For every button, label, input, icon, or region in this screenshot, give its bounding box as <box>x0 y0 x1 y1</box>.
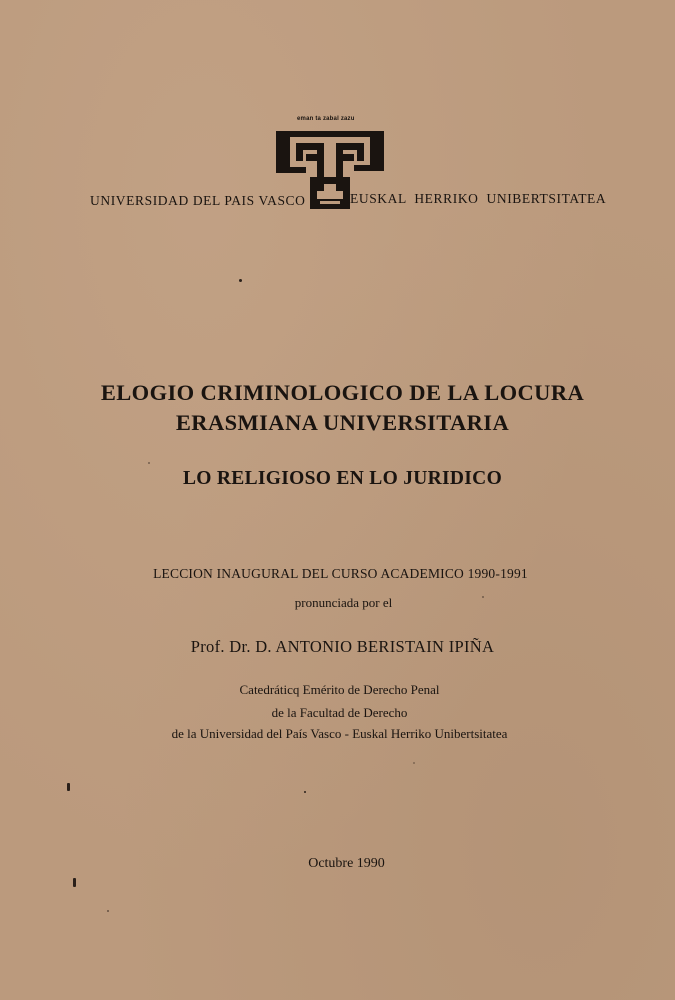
paper-speck <box>239 279 242 282</box>
author-role-line-3: de la Universidad del País Vasco - Euskal Herriko Unibertsitatea <box>171 726 508 741</box>
author-role-line-1: Catedráticq Emérito de Derecho Penal <box>239 682 440 697</box>
lecture-description: LECCION INAUGURAL DEL CURSO ACADEMICO 1990-1991 <box>153 566 528 581</box>
publication-date: Octubre 1990 <box>308 856 385 871</box>
paper-speck <box>413 762 415 764</box>
university-name-basque: EUSKAL HERRIKO UNIBERTSITATEA <box>350 191 607 206</box>
title-line-2: ERASMIANA UNIVERSITARIA <box>175 410 510 435</box>
paper-speck <box>107 910 109 912</box>
author-name: Prof. Dr. D. ANTONIO BERISTAIN IPIÑA <box>190 637 495 656</box>
title-line-1: ELOGIO CRIMINOLOGICO DE LA LOCURA <box>100 380 585 405</box>
subtitle: LO RELIGIOSO EN LO JURIDICO <box>182 468 503 489</box>
logo-motto: eman ta zabal zazu <box>297 116 355 122</box>
author-role-line-2: de la Facultad de Derecho <box>271 705 408 720</box>
pronounced-by: pronunciada por el <box>294 595 393 610</box>
university-name-spanish: UNIVERSIDAD DEL PAIS VASCO <box>90 193 306 208</box>
paper-speck <box>304 791 306 793</box>
paper-speck <box>73 878 76 887</box>
paper-speck <box>67 783 70 791</box>
paper-speck <box>482 596 484 598</box>
paper-speck <box>148 462 150 464</box>
